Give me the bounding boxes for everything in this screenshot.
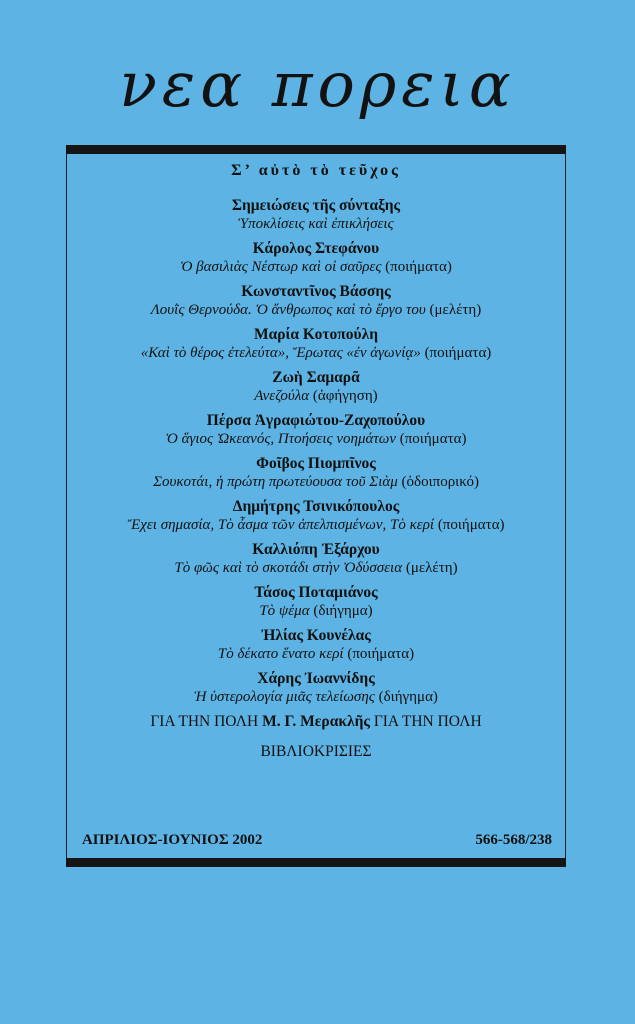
author-name: Πέρσα Ἀγραφιώτου-Ζαχοπούλου xyxy=(206,412,426,429)
toc-entry xyxy=(66,411,566,449)
author-name: Μαρία Κοτοπούλη xyxy=(253,326,378,343)
city-section xyxy=(66,712,566,732)
author-name: Τάσος Ποταμιάνος xyxy=(254,584,378,601)
issue-heading: Σ’ αὐτὸ τὸ τεῦχος xyxy=(231,162,401,179)
toc-entry xyxy=(66,669,566,707)
work-line xyxy=(66,473,566,492)
work-line xyxy=(66,516,566,535)
magazine-title: νεα πορεια xyxy=(119,48,516,121)
work-line xyxy=(66,258,566,277)
work-line xyxy=(66,559,566,578)
work-genre: (ποιήματα) xyxy=(437,517,505,533)
work-title: Τὸ δέκατο ἕνατο κερί xyxy=(217,646,344,662)
author-name: Καλλιόπη Ἐξάρχου xyxy=(252,541,380,558)
work-title: Ἡ ὑστερολογία μιᾶς τελείωσης xyxy=(194,689,375,705)
author-name: Χάρης Ἰωαννίδης xyxy=(257,670,375,687)
toc-entry xyxy=(66,368,566,406)
work-genre: (διήγημα) xyxy=(313,603,373,619)
author-name: Δημήτρης Τσινικόπουλος xyxy=(232,498,400,515)
work-title: Σουκοτάι, ἡ πρώτη πρωτεύουσα τοῦ Σιὰμ xyxy=(153,474,398,490)
work-title: Ἔχει σημασία, Τὸ ἆσμα τῶν ἀπελπισμένων, Τὸ κερί xyxy=(127,517,435,533)
toc-entry xyxy=(66,626,566,664)
work-genre: (μελέτη) xyxy=(405,560,458,576)
toc-entry xyxy=(66,454,566,492)
bottom-rule xyxy=(66,858,566,867)
toc-entry xyxy=(66,583,566,621)
issue-date: ΑΠΡΙΛΙΟΣ-ΙΟΥΝΙΟΣ 2002 xyxy=(82,832,263,848)
author-name: Ἠλίας Κουνέλας xyxy=(261,627,371,644)
work-title: Ὁ ἅγιος Ὠκεανός, Πτοήσεις νοημάτων xyxy=(165,431,396,447)
work-genre: (ποιήματα) xyxy=(399,431,467,447)
reviews-section: ΒΙΒΛΙΟΚΡΙΣΙΕΣ xyxy=(260,743,372,760)
issue-number: 566-568/238 xyxy=(475,832,552,848)
work-genre: (ποιήματα) xyxy=(385,259,452,275)
work-line xyxy=(66,215,566,234)
work-genre: (ποιήματα) xyxy=(347,646,415,662)
work-line xyxy=(66,387,566,406)
work-genre: (ἀφήγηση) xyxy=(312,388,378,404)
toc-entry xyxy=(66,497,566,535)
work-line xyxy=(66,602,566,621)
toc-entry xyxy=(66,282,566,320)
work-title: Λουῒς Θερνούδα. Ὁ ἄνθρωπος καὶ τὸ ἔργο του xyxy=(150,302,426,318)
city-suffix: ΓΙΑ ΤΗΝ ΠΟΛΗ xyxy=(373,713,482,730)
work-genre: (ὁδοιπορικό) xyxy=(401,474,479,490)
work-title: Ὁ βασιλιὰς Νέστωρ καὶ οἱ σαῦρες xyxy=(180,259,382,275)
city-author: Μ. Γ. Μερακλῆς xyxy=(262,713,370,730)
work-line xyxy=(66,430,566,449)
work-title: Ὑποκλίσεις καὶ ἐπικλήσεις xyxy=(238,216,394,232)
work-line xyxy=(66,688,566,707)
city-prefix: ΓΙΑ ΤΗΝ ΠΟΛΗ xyxy=(150,713,259,730)
toc-entry xyxy=(66,325,566,363)
work-genre: (μελέτη) xyxy=(429,302,482,318)
author-name: Κωνσταντῖνος Βάσσης xyxy=(241,283,391,300)
work-title: Τὸ φῶς καὶ τὸ σκοτάδι στὴν Ὀδύσσεια xyxy=(174,560,403,576)
author-name: Φοῖβος Πιομπῖνος xyxy=(256,455,376,472)
toc-entry xyxy=(66,196,566,234)
author-name: Κάρολος Στεφάνου xyxy=(252,240,380,257)
work-line xyxy=(66,645,566,664)
work-title: Τὸ ψέμα xyxy=(259,603,310,619)
top-rule xyxy=(66,145,566,154)
work-genre: (διήγημα) xyxy=(378,689,438,705)
author-name: Σημειώσεις τῆς σύνταξης xyxy=(231,197,401,214)
work-line xyxy=(66,301,566,320)
work-line xyxy=(66,344,566,363)
toc-entry xyxy=(66,540,566,578)
table-of-contents xyxy=(66,196,566,762)
work-title: «Καὶ τὸ θέρος ἐτελεύτα», Ἔρωτας «ἐν ἀγωνίᾳ» xyxy=(140,345,421,361)
work-title: Ανεζούλα xyxy=(254,388,310,404)
work-genre: (ποιήματα) xyxy=(424,345,492,361)
author-name: Ζωὴ Σαμαρᾶ xyxy=(272,369,360,386)
toc-entry xyxy=(66,239,566,277)
